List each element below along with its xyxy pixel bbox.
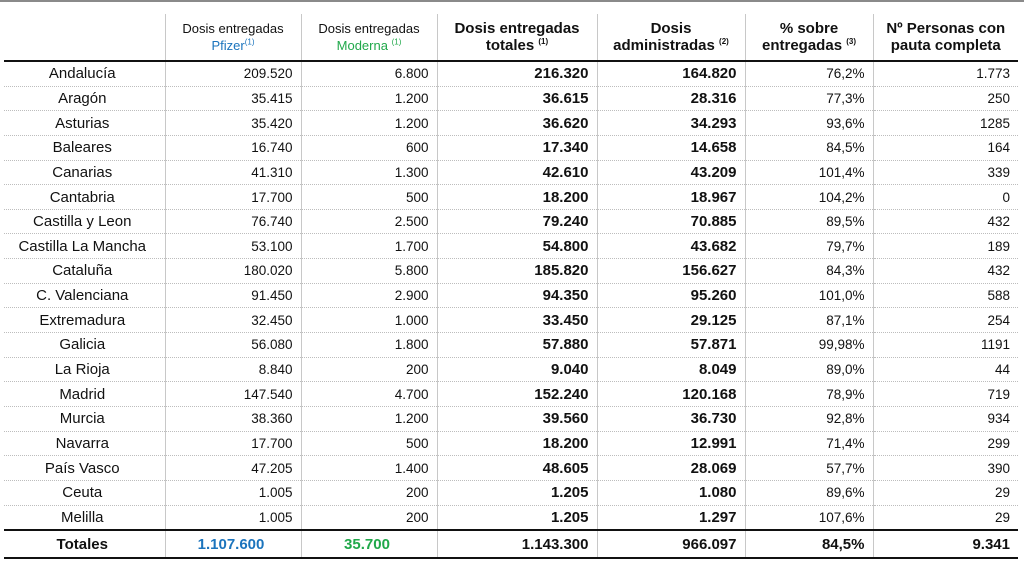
cell-administered: 36.730 (597, 406, 745, 431)
cell-moderna: 500 (301, 431, 437, 456)
header-pfizer (165, 14, 301, 61)
cell-administered: 1.080 (597, 480, 745, 505)
cell-region: Navarra (4, 431, 165, 456)
cell-administered: 29.125 (597, 308, 745, 333)
cell-complete: 29 (873, 505, 1018, 530)
table-row (4, 382, 1018, 407)
cell-complete: 164 (873, 135, 1018, 160)
cell-delivered: 185.820 (437, 259, 597, 284)
table-row (4, 357, 1018, 382)
cell-percent: 87,1% (745, 308, 873, 333)
cell-moderna: 1.400 (301, 456, 437, 481)
cell-region: Cantabria (4, 185, 165, 210)
cell-region: Murcia (4, 406, 165, 431)
table-row (4, 308, 1018, 333)
totals-row (4, 530, 1018, 558)
cell-administered: 43.682 (597, 234, 745, 259)
cell-delivered: 79.240 (437, 209, 597, 234)
cell-region: Galicia (4, 333, 165, 358)
cell-complete: 432 (873, 209, 1018, 234)
cell-administered: 14.658 (597, 135, 745, 160)
cell-percent: 78,9% (745, 382, 873, 407)
cell-percent: 89,6% (745, 480, 873, 505)
cell-delivered: 36.620 (437, 111, 597, 136)
cell-moderna: 600 (301, 135, 437, 160)
cell-complete: 339 (873, 160, 1018, 185)
table-row (4, 86, 1018, 111)
cell-region: Castilla y Leon (4, 209, 165, 234)
cell-administered: 57.871 (597, 333, 745, 358)
table-row (4, 209, 1018, 234)
header-moderna-brand: Moderna (336, 38, 388, 53)
cell-region: La Rioja (4, 357, 165, 382)
cell-delivered: 36.615 (437, 86, 597, 111)
cell-moderna: 1.200 (301, 111, 437, 136)
cell-moderna: 1.800 (301, 333, 437, 358)
cell-region: Melilla (4, 505, 165, 530)
header-pfizer-brand: Pfizer (211, 38, 245, 53)
table-row (4, 234, 1018, 259)
table-row (4, 505, 1018, 530)
cell-complete: 1285 (873, 111, 1018, 136)
cell-delivered: 216.320 (437, 61, 597, 86)
cell-delivered: 33.450 (437, 308, 597, 333)
cell-region: Cataluña (4, 259, 165, 284)
cell-region: Andalucía (4, 61, 165, 86)
cell-pfizer: 147.540 (165, 382, 301, 407)
cell-administered: 28.069 (597, 456, 745, 481)
cell-delivered: 17.340 (437, 135, 597, 160)
cell-percent: 57,7% (745, 456, 873, 481)
cell-administered: 18.967 (597, 185, 745, 210)
footnote-marker: (1) (244, 37, 255, 47)
cell-percent: 89,5% (745, 209, 873, 234)
cell-complete: 189 (873, 234, 1018, 259)
footnote-marker: (2) (719, 37, 729, 46)
cell-delivered: 18.200 (437, 185, 597, 210)
cell-moderna: 4.700 (301, 382, 437, 407)
cell-administered: 28.316 (597, 86, 745, 111)
header-region (4, 14, 165, 61)
cell-administered: 8.049 (597, 357, 745, 382)
header-administered-line1: Dosis (650, 20, 692, 37)
cell-moderna: 5.800 (301, 259, 437, 284)
totals-pfizer: 1.107.600 (165, 530, 301, 558)
table-row (4, 456, 1018, 481)
cell-percent: 101,4% (745, 160, 873, 185)
cell-region: C. Valenciana (4, 283, 165, 308)
cell-pfizer: 17.700 (165, 185, 301, 210)
cell-percent: 93,6% (745, 111, 873, 136)
cell-administered: 1.297 (597, 505, 745, 530)
cell-delivered: 18.200 (437, 431, 597, 456)
cell-percent: 89,0% (745, 357, 873, 382)
totals-complete: 9.341 (873, 530, 1018, 558)
cell-percent: 92,8% (745, 406, 873, 431)
cell-administered: 120.168 (597, 382, 745, 407)
cell-pfizer: 17.700 (165, 431, 301, 456)
cell-pfizer: 1.005 (165, 480, 301, 505)
table-row (4, 283, 1018, 308)
cell-pfizer: 35.415 (165, 86, 301, 111)
header-percent-line1: % sobre (779, 20, 839, 37)
cell-moderna: 1.000 (301, 308, 437, 333)
header-total-line2: totales (485, 37, 535, 54)
cell-complete: 0 (873, 185, 1018, 210)
cell-administered: 43.209 (597, 160, 745, 185)
table-row (4, 406, 1018, 431)
table-row (4, 111, 1018, 136)
cell-percent: 76,2% (745, 61, 873, 86)
table-row (4, 333, 1018, 358)
cell-percent: 79,7% (745, 234, 873, 259)
cell-administered: 95.260 (597, 283, 745, 308)
cell-administered: 12.991 (597, 431, 745, 456)
table-row (4, 431, 1018, 456)
cell-delivered: 152.240 (437, 382, 597, 407)
header-administered (597, 14, 745, 61)
table-row (4, 480, 1018, 505)
cell-complete: 934 (873, 406, 1018, 431)
cell-region: País Vasco (4, 456, 165, 481)
cell-delivered: 57.880 (437, 333, 597, 358)
cell-pfizer: 35.420 (165, 111, 301, 136)
header-percent (745, 14, 873, 61)
cell-pfizer: 38.360 (165, 406, 301, 431)
totals-moderna: 35.700 (301, 530, 437, 558)
cell-delivered: 94.350 (437, 283, 597, 308)
cell-moderna: 6.800 (301, 61, 437, 86)
cell-region: Ceuta (4, 480, 165, 505)
cell-administered: 156.627 (597, 259, 745, 284)
totals-administered: 966.097 (597, 530, 745, 558)
cell-percent: 71,4% (745, 431, 873, 456)
cell-percent: 107,6% (745, 505, 873, 530)
header-pfizer-line1: Dosis entregadas (182, 21, 284, 36)
header-administered-line2: administradas (613, 37, 715, 54)
cell-moderna: 200 (301, 505, 437, 530)
cell-delivered: 39.560 (437, 406, 597, 431)
cell-percent: 84,3% (745, 259, 873, 284)
cell-moderna: 200 (301, 480, 437, 505)
cell-moderna: 500 (301, 185, 437, 210)
table-row (4, 135, 1018, 160)
cell-complete: 44 (873, 357, 1018, 382)
header-complete-line1: Nº Personas con (886, 20, 1006, 37)
cell-region: Asturias (4, 111, 165, 136)
cell-delivered: 48.605 (437, 456, 597, 481)
header-complete (873, 14, 1018, 61)
cell-moderna: 1.200 (301, 86, 437, 111)
cell-administered: 164.820 (597, 61, 745, 86)
table-row (4, 259, 1018, 284)
header-moderna-line1: Dosis entregadas (318, 21, 420, 36)
cell-complete: 299 (873, 431, 1018, 456)
cell-complete: 1191 (873, 333, 1018, 358)
cell-percent: 99,98% (745, 333, 873, 358)
cell-percent: 101,0% (745, 283, 873, 308)
header-percent-line2: entregadas (762, 37, 843, 54)
cell-complete: 1.773 (873, 61, 1018, 86)
cell-pfizer: 180.020 (165, 259, 301, 284)
header-total-line1: Dosis entregadas (454, 20, 580, 37)
cell-administered: 34.293 (597, 111, 745, 136)
cell-complete: 719 (873, 382, 1018, 407)
cell-pfizer: 76.740 (165, 209, 301, 234)
cell-region: Castilla La Mancha (4, 234, 165, 259)
cell-delivered: 42.610 (437, 160, 597, 185)
totals-label: Totales (4, 530, 165, 558)
cell-moderna: 1.700 (301, 234, 437, 259)
cell-moderna: 200 (301, 357, 437, 382)
cell-percent: 104,2% (745, 185, 873, 210)
cell-pfizer: 8.840 (165, 357, 301, 382)
cell-percent: 84,5% (745, 135, 873, 160)
header-moderna (301, 14, 437, 61)
table-body (4, 61, 1018, 530)
cell-pfizer: 91.450 (165, 283, 301, 308)
cell-moderna: 2.900 (301, 283, 437, 308)
cell-complete: 432 (873, 259, 1018, 284)
footnote-marker: (1) (391, 37, 402, 47)
cell-complete: 254 (873, 308, 1018, 333)
cell-delivered: 9.040 (437, 357, 597, 382)
cell-moderna: 1.300 (301, 160, 437, 185)
cell-complete: 390 (873, 456, 1018, 481)
cell-region: Canarias (4, 160, 165, 185)
cell-pfizer: 32.450 (165, 308, 301, 333)
totals-percent: 84,5% (745, 530, 873, 558)
cell-pfizer: 53.100 (165, 234, 301, 259)
cell-delivered: 54.800 (437, 234, 597, 259)
cell-pfizer: 56.080 (165, 333, 301, 358)
cell-pfizer: 209.520 (165, 61, 301, 86)
cell-pfizer: 16.740 (165, 135, 301, 160)
cell-pfizer: 41.310 (165, 160, 301, 185)
cell-region: Aragón (4, 86, 165, 111)
footnote-marker: (3) (846, 37, 856, 46)
cell-pfizer: 1.005 (165, 505, 301, 530)
header-row (4, 14, 1018, 61)
table-row (4, 61, 1018, 86)
cell-region: Madrid (4, 382, 165, 407)
cell-percent: 77,3% (745, 86, 873, 111)
cell-complete: 250 (873, 86, 1018, 111)
table-row (4, 185, 1018, 210)
vaccination-table (4, 14, 1018, 559)
cell-region: Baleares (4, 135, 165, 160)
header-complete-line2: pauta completa (890, 37, 1001, 54)
cell-pfizer: 47.205 (165, 456, 301, 481)
cell-administered: 70.885 (597, 209, 745, 234)
cell-delivered: 1.205 (437, 505, 597, 530)
totals-delivered: 1.143.300 (437, 530, 597, 558)
header-total-delivered (437, 14, 597, 61)
cell-delivered: 1.205 (437, 480, 597, 505)
cell-complete: 588 (873, 283, 1018, 308)
cell-region: Extremadura (4, 308, 165, 333)
top-rule (0, 0, 1024, 2)
cell-moderna: 1.200 (301, 406, 437, 431)
cell-moderna: 2.500 (301, 209, 437, 234)
cell-complete: 29 (873, 480, 1018, 505)
table-row (4, 160, 1018, 185)
footnote-marker: (1) (538, 37, 549, 46)
